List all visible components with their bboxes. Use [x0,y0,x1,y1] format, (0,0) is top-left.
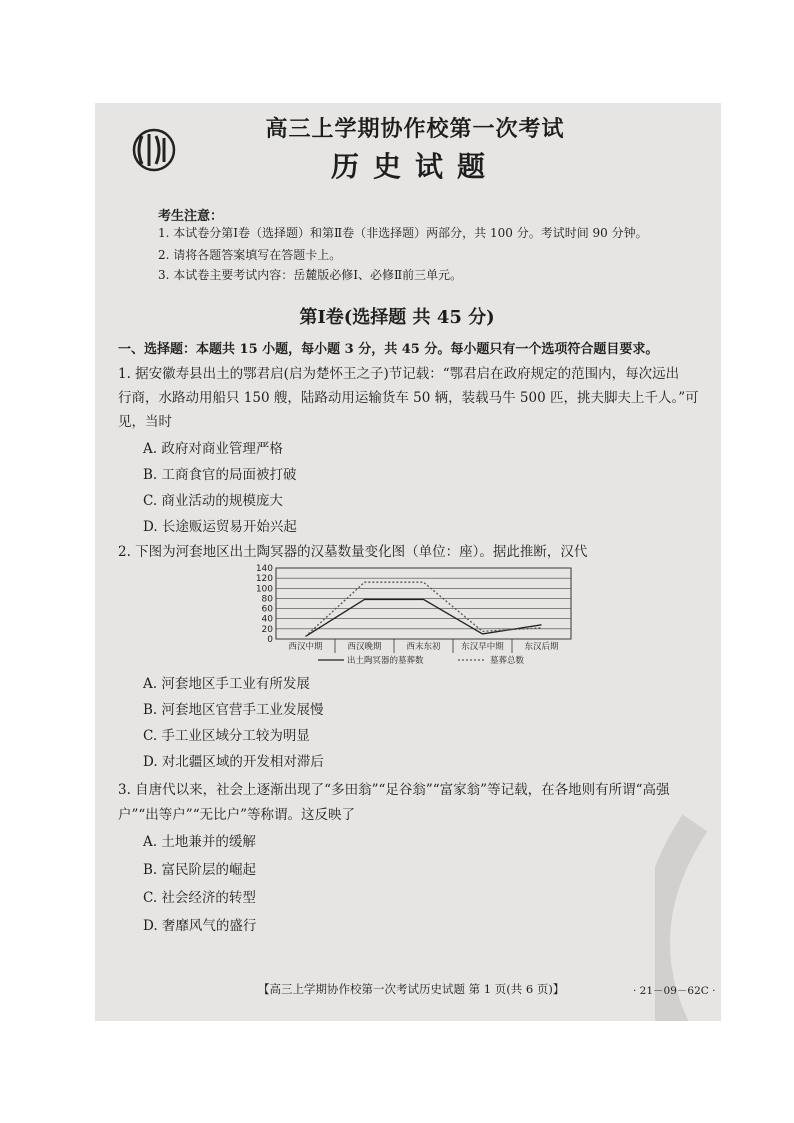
question-3-option-b: B. 富民阶层的崛起 [143,862,257,878]
tomb-count-line-chart [246,564,576,674]
y-tick-label: 60 [261,604,273,615]
question-1-stem-line: 见，当时 [118,414,172,430]
y-tick-label: 40 [261,614,273,625]
series-line-2 [306,582,542,636]
question-2-option-c: C. 手工业区域分工较为明显 [143,728,310,744]
question-1-option-d: D. 长途贩运贸易开始兴起 [143,519,297,535]
y-tick-label: 140 [255,564,273,574]
x-category-label: 西汉中期 [288,642,323,652]
x-category-label: 东汉早中期 [461,642,504,652]
y-tick-label: 80 [261,594,273,605]
question-1-option-c: C. 商业活动的规模庞大 [143,493,283,509]
section-instruction: 一、选择题：本题共 15 小题，每小题 3 分，共 45 分。每小题只有一个选项符合题目要求。 [118,342,659,357]
y-tick-label: 0 [267,635,273,645]
notice-item: 1. 本试卷分第Ⅰ卷（选择题）和第Ⅱ卷（非选择题）两部分，共 100 分。考试时间 90 分钟。 [158,226,648,240]
question-3-option-c: C. 社会经济的转型 [143,890,256,906]
section-title: 第Ⅰ卷(选择题 共 45 分) [299,307,495,328]
question-2-option-a: A. 河套地区手工业有所发展 [143,676,310,692]
page-footer: 【高三上学期协作校第一次考试历史试题 第 1 页(共 6 页)】 [258,982,565,996]
notice-item: 3. 本试卷主要考试内容：岳麓版必修Ⅰ、必修Ⅱ前三单元。 [158,268,463,282]
x-category-label: 西汉晚期 [347,642,382,652]
question-1-stem-line: 1. 据安徽寿县出土的鄂君启(启为楚怀王之子)节记载：“鄂君启在政府规定的范围内，每次远出 [118,366,680,382]
y-tick-label: 20 [261,624,273,635]
question-2-option-d: D. 对北疆区域的开发相对滞后 [143,754,324,770]
y-tick-label: 120 [255,574,273,585]
legend-label-1: 出土陶冥器的墓葬数 [347,656,424,666]
school-logo-icon [132,128,176,172]
legend-label-2: 墓葬总数 [490,656,525,666]
question-3-option-a: A. 土地兼并的缓解 [143,834,256,850]
series-line-1 [306,599,542,636]
question-1-stem-line: 行商，水路动用船只 150 艘，陆路动用运输货车 50 辆，装载马牛 500 匹，挑夫脚夫上千人。”可 [118,390,699,406]
notice-heading: 考生注意： [158,209,224,224]
question-1-option-b: B. 工商食官的局面被打破 [143,467,297,483]
notice-item: 2. 请将各题答案填写在答题卡上。 [158,248,342,262]
subject-title: 历史试题 [330,150,499,183]
x-category-label: 东汉后期 [524,642,559,652]
question-2-option-b: B. 河套地区官营手工业发展慢 [143,702,324,718]
paper-code: · 21－09－62C · [633,985,716,997]
exam-title: 高三上学期协作校第一次考试 [265,116,565,142]
question-3-stem-line: 3. 自唐代以来，社会上逐渐出现了“多田翁”“足谷翁”“富家翁”等记载，在各地则有所谓“高强 [118,782,670,798]
y-tick-label: 100 [255,584,273,595]
question-2-stem-line: 2. 下图为河套地区出土陶冥器的汉墓数量变化图（单位：座）。据此推断，汉代 [118,544,588,560]
question-3-stem-line: 户”“出等户”“无比户”等称谓。这反映了 [118,807,356,823]
x-category-label: 西末东初 [406,642,441,652]
question-3-option-d: D. 奢靡风气的盛行 [143,918,257,934]
question-1-option-a: A. 政府对商业管理严格 [143,441,283,457]
